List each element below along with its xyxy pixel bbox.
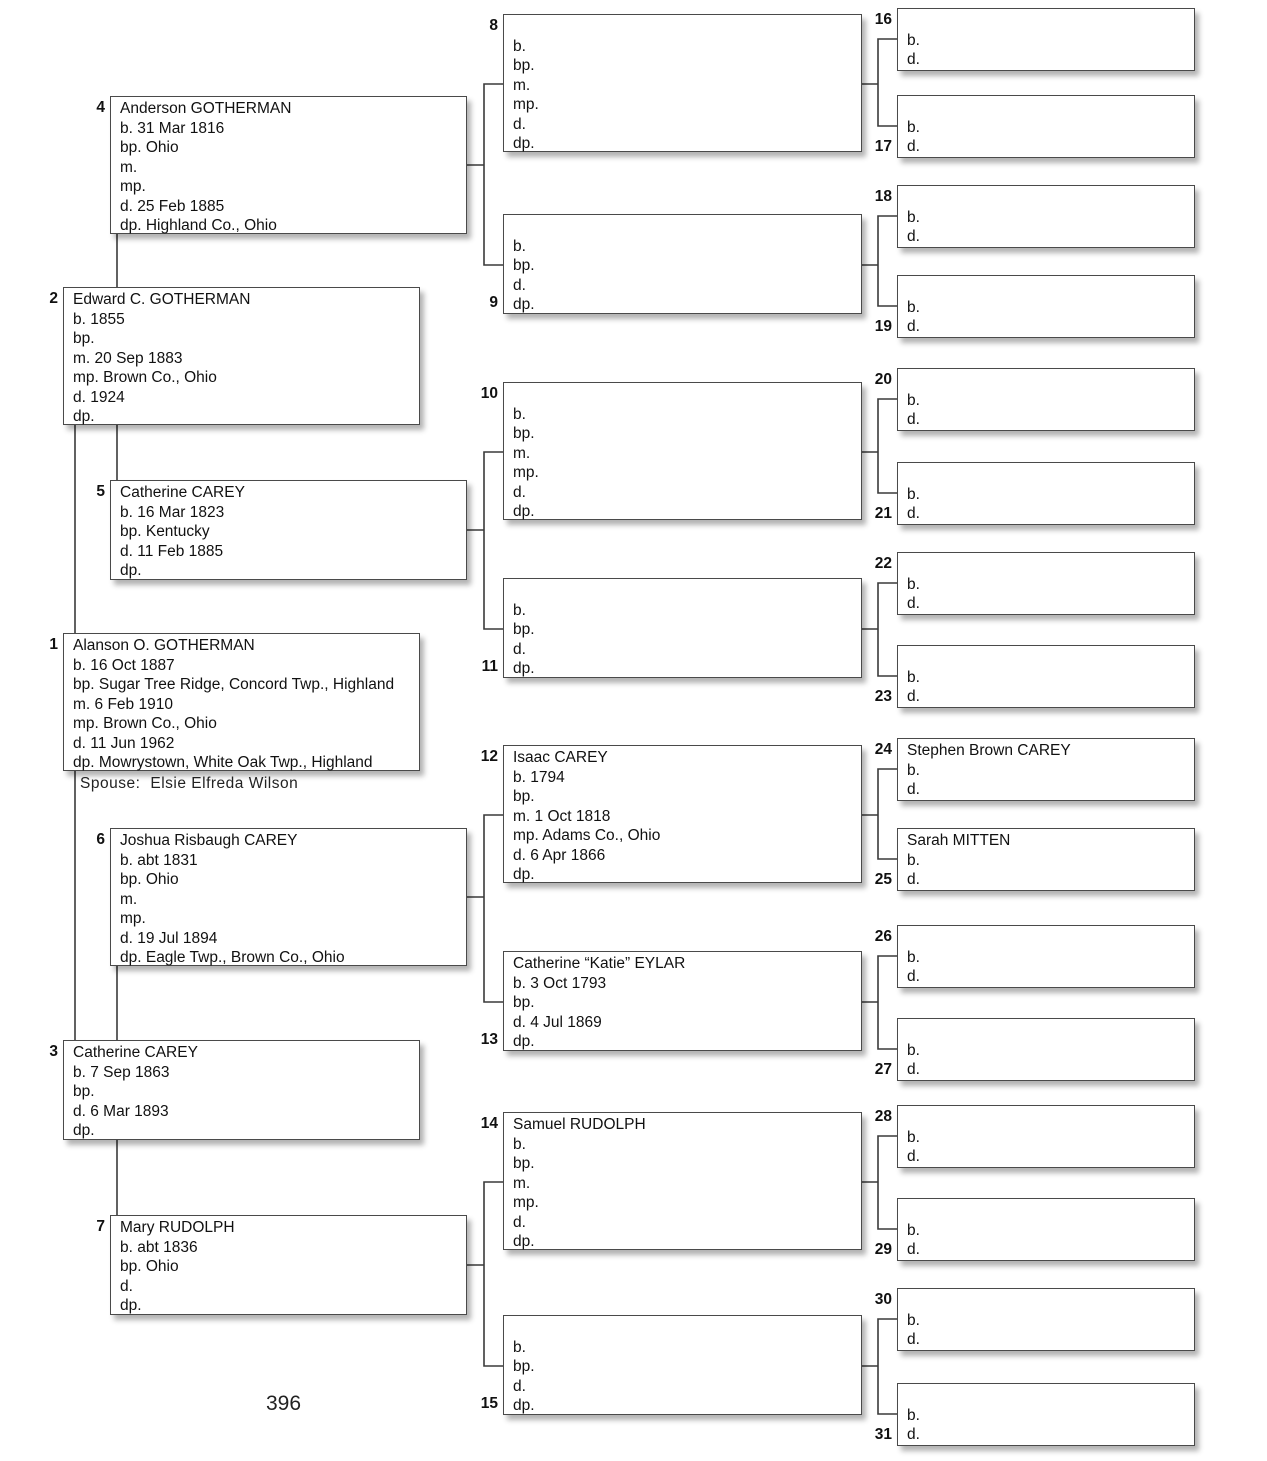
marriageplace-line: mp. bbox=[120, 910, 146, 927]
spouse-name: Elsie Elfreda Wilson bbox=[150, 775, 299, 792]
birth-line: b. 16 Mar 1823 bbox=[120, 503, 225, 521]
death-line: d. bbox=[907, 228, 920, 245]
person-number: 20 bbox=[874, 371, 892, 388]
person-box-19 bbox=[874, 275, 1195, 338]
person-name bbox=[907, 11, 1192, 31]
person-number: 28 bbox=[874, 1108, 892, 1125]
birthplace-line: bp. bbox=[513, 257, 535, 274]
death-line: d. bbox=[513, 115, 526, 133]
connector-10-to-20-21 bbox=[862, 399, 897, 493]
person-box-10 bbox=[480, 382, 862, 520]
person-box-11 bbox=[481, 578, 862, 678]
person-box-12 bbox=[480, 745, 862, 883]
death-line: d. bbox=[907, 1241, 920, 1258]
death-line: d. bbox=[907, 871, 920, 888]
person-box-26 bbox=[874, 925, 1195, 988]
person-box-20 bbox=[874, 368, 1195, 431]
person-name: Mary RUDOLPH bbox=[120, 1219, 235, 1236]
death-line: d. bbox=[513, 1213, 526, 1231]
person-number: 8 bbox=[489, 17, 498, 34]
death-line: d. bbox=[907, 411, 920, 428]
person-number: 15 bbox=[480, 1394, 498, 1412]
birth-line: b. bbox=[907, 1221, 920, 1239]
person-name: Isaac CAREY bbox=[513, 749, 608, 766]
deathplace-line: dp. bbox=[513, 1397, 535, 1414]
birthplace-line: bp. Ohio bbox=[120, 871, 179, 888]
birth-line: b. bbox=[907, 948, 920, 966]
person-box-2 bbox=[49, 287, 420, 425]
death-line: d. bbox=[513, 1377, 526, 1395]
birthplace-line: bp. bbox=[513, 57, 535, 74]
person-box-28 bbox=[874, 1105, 1195, 1168]
person-number: 5 bbox=[96, 483, 105, 500]
person-box-21 bbox=[874, 462, 1195, 525]
person-box-8 bbox=[489, 14, 862, 152]
death-line: d. bbox=[907, 138, 920, 155]
death-line: d. bbox=[907, 968, 920, 985]
person-name bbox=[907, 1291, 1192, 1311]
person-name: Alanson O. GOTHERMAN bbox=[73, 637, 255, 654]
marriageplace-line: mp. Brown Co., Ohio bbox=[73, 369, 217, 386]
connector-15-to-30-31 bbox=[862, 1319, 897, 1414]
death-line: d. bbox=[907, 1061, 920, 1078]
person-number: 31 bbox=[874, 1425, 892, 1443]
person-number: 21 bbox=[874, 504, 892, 522]
deathplace-line: dp. Highland Co., Ohio bbox=[120, 217, 277, 234]
birth-line: b. 16 Oct 1887 bbox=[73, 656, 175, 674]
birth-line: b. bbox=[907, 485, 920, 503]
deathplace-line: dp. bbox=[513, 296, 535, 313]
death-line: d. bbox=[907, 688, 920, 705]
person-name bbox=[907, 555, 1192, 575]
person-box-23 bbox=[874, 645, 1195, 708]
person-number: 18 bbox=[874, 188, 892, 205]
person-number: 19 bbox=[874, 317, 892, 335]
person-name: Catherine CAREY bbox=[120, 484, 245, 501]
marriageplace-line: mp. Adams Co., Ohio bbox=[513, 827, 661, 844]
death-line: d. bbox=[907, 595, 920, 612]
connector-11-to-22-23 bbox=[862, 583, 897, 676]
person-name bbox=[513, 581, 859, 601]
death-line: d. bbox=[907, 505, 920, 522]
person-name: Anderson GOTHERMAN bbox=[120, 100, 292, 117]
person-number: 3 bbox=[49, 1043, 58, 1060]
death-line: d. bbox=[907, 781, 920, 798]
person-name bbox=[907, 1201, 1192, 1221]
death-line: d. 11 Jun 1962 bbox=[73, 734, 175, 752]
person-box-9 bbox=[489, 214, 862, 314]
birth-line: b. bbox=[907, 1041, 920, 1059]
person-number: 2 bbox=[49, 290, 58, 307]
death-line: d. bbox=[513, 483, 526, 501]
birth-line: b. bbox=[513, 37, 526, 55]
death-line: d. 1924 bbox=[73, 388, 125, 406]
birthplace-line: bp. bbox=[513, 1155, 535, 1172]
person-number: 7 bbox=[96, 1218, 105, 1235]
person-number: 1 bbox=[49, 636, 58, 653]
person-box-6 bbox=[96, 828, 467, 966]
marriageplace-line: mp. bbox=[120, 178, 146, 195]
person-number: 26 bbox=[874, 928, 892, 945]
birth-line: b. bbox=[907, 31, 920, 49]
person-name bbox=[907, 98, 1192, 118]
person-box-15 bbox=[480, 1315, 862, 1415]
birth-line: b. bbox=[513, 237, 526, 255]
person-number: 16 bbox=[874, 11, 892, 28]
connector-5-to-10-11 bbox=[467, 452, 503, 629]
death-line: d. 25 Feb 1885 bbox=[120, 197, 225, 215]
marriageplace-line: mp. bbox=[513, 96, 539, 113]
person-number: 22 bbox=[874, 555, 892, 572]
deathplace-line: dp. bbox=[513, 135, 535, 152]
person-box-29 bbox=[874, 1198, 1195, 1261]
birth-line: b. bbox=[907, 1406, 920, 1424]
person-name bbox=[907, 278, 1192, 298]
death-line: d. bbox=[907, 1148, 920, 1165]
person-box-3 bbox=[49, 1040, 420, 1140]
birth-line: b. bbox=[513, 601, 526, 619]
birthplace-line: bp. bbox=[513, 425, 535, 442]
connector-12-to-24-25 bbox=[862, 769, 897, 859]
birth-line: b. bbox=[907, 851, 920, 869]
deathplace-line: dp. bbox=[73, 408, 95, 425]
death-line: d. 19 Jul 1894 bbox=[120, 929, 218, 947]
deathplace-line: dp. bbox=[73, 1122, 95, 1139]
person-number: 13 bbox=[480, 1030, 498, 1048]
person-name: Catherine “Katie” EYLAR bbox=[513, 955, 686, 972]
deathplace-line: dp. Eagle Twp., Brown Co., Ohio bbox=[120, 949, 345, 966]
connector-6-to-12-13 bbox=[467, 815, 503, 1002]
death-line: d. bbox=[907, 1426, 920, 1443]
person-number: 23 bbox=[874, 687, 892, 705]
death-line: d. 6 Mar 1893 bbox=[73, 1102, 169, 1120]
birth-line: b. bbox=[907, 298, 920, 316]
person-name: Edward C. GOTHERMAN bbox=[73, 291, 251, 308]
person-name bbox=[907, 465, 1192, 485]
person-name bbox=[513, 1318, 859, 1338]
person-number: 24 bbox=[874, 741, 892, 758]
marriageplace-line: mp. Brown Co., Ohio bbox=[73, 715, 217, 732]
person-number: 12 bbox=[480, 748, 498, 765]
person-number: 27 bbox=[874, 1060, 892, 1078]
marriage-line: m. bbox=[120, 890, 138, 908]
birth-line: b. bbox=[907, 668, 920, 686]
connector-14-to-28-29 bbox=[862, 1136, 897, 1229]
person-box-22 bbox=[874, 552, 1195, 615]
person-box-25 bbox=[874, 828, 1195, 891]
birth-line: b. bbox=[907, 118, 920, 136]
deathplace-line: dp. bbox=[513, 866, 535, 883]
deathplace-line: dp. bbox=[513, 503, 535, 520]
death-line: d. 4 Jul 1869 bbox=[513, 1013, 602, 1031]
marriageplace-line: mp. bbox=[513, 1194, 539, 1211]
person-box-18 bbox=[874, 185, 1195, 248]
marriage-line: m. bbox=[513, 1174, 531, 1192]
person-box-30 bbox=[874, 1288, 1195, 1351]
birth-line: b. abt 1836 bbox=[120, 1238, 198, 1256]
death-line: d. bbox=[907, 1331, 920, 1348]
person-box-17 bbox=[874, 95, 1195, 158]
connector-8-to-16-17 bbox=[862, 39, 897, 126]
person-name bbox=[513, 17, 859, 37]
person-box-1 bbox=[49, 633, 420, 771]
deathplace-line: dp. bbox=[120, 1297, 142, 1314]
page-number: 396 bbox=[266, 1392, 302, 1415]
person-number: 17 bbox=[874, 137, 892, 155]
birth-line: b. bbox=[907, 391, 920, 409]
birth-line: b. bbox=[907, 1128, 920, 1146]
person-name: Samuel RUDOLPH bbox=[513, 1116, 646, 1133]
birthplace-line: bp. bbox=[513, 1358, 535, 1375]
birth-line: b. bbox=[513, 1135, 526, 1153]
marriage-line: m. bbox=[513, 76, 531, 94]
person-number: 25 bbox=[874, 870, 892, 888]
birthplace-line: bp. bbox=[73, 330, 95, 347]
person-box-5 bbox=[96, 480, 467, 580]
person-name bbox=[513, 217, 859, 237]
person-box-31 bbox=[874, 1383, 1195, 1446]
person-number: 30 bbox=[874, 1291, 892, 1308]
deathplace-line: dp. bbox=[513, 1233, 535, 1250]
birthplace-line: bp. bbox=[513, 994, 535, 1011]
death-line: d. bbox=[513, 640, 526, 658]
person-box-14 bbox=[480, 1112, 862, 1250]
birth-line: b. 7 Sep 1863 bbox=[73, 1063, 170, 1081]
birth-line: b. 3 Oct 1793 bbox=[513, 974, 607, 992]
marriage-line: m. 1 Oct 1818 bbox=[513, 807, 611, 825]
person-name bbox=[907, 648, 1192, 668]
person-box-7 bbox=[96, 1215, 467, 1315]
person-name: Sarah MITTEN bbox=[907, 832, 1011, 849]
marriage-line: m. bbox=[120, 158, 138, 176]
marriage-line: m. 6 Feb 1910 bbox=[73, 695, 173, 713]
person-box-24 bbox=[874, 738, 1195, 801]
deathplace-line: dp. bbox=[513, 660, 535, 677]
person-name: Stephen Brown CAREY bbox=[907, 742, 1071, 759]
birth-line: b. bbox=[907, 1311, 920, 1329]
birth-line: b. abt 1831 bbox=[120, 851, 198, 869]
person-number: 10 bbox=[480, 385, 498, 402]
marriage-line: m. bbox=[513, 444, 531, 462]
marriage-line: m. 20 Sep 1883 bbox=[73, 349, 183, 367]
birth-line: b. 1855 bbox=[73, 310, 125, 328]
birth-line: b. bbox=[907, 208, 920, 226]
person-name: Catherine CAREY bbox=[73, 1044, 198, 1061]
birthplace-line: bp. Kentucky bbox=[120, 523, 210, 540]
birthplace-line: bp. Ohio bbox=[120, 139, 179, 156]
death-line: d. bbox=[907, 51, 920, 68]
person-name bbox=[907, 1108, 1192, 1128]
birth-line: b. bbox=[513, 1338, 526, 1356]
connector-7-to-14-15 bbox=[467, 1182, 503, 1366]
person-number: 6 bbox=[96, 831, 105, 848]
person-name bbox=[907, 1021, 1192, 1041]
deathplace-line: dp. bbox=[120, 562, 142, 579]
birth-line: b. 31 Mar 1816 bbox=[120, 119, 225, 137]
person-number: 4 bbox=[96, 99, 105, 116]
connector-4-to-8-9 bbox=[467, 84, 503, 265]
person-box-27 bbox=[874, 1018, 1195, 1081]
person-name bbox=[907, 371, 1192, 391]
death-line: d. bbox=[907, 318, 920, 335]
person-number: 9 bbox=[489, 293, 498, 311]
person-name: Joshua Risbaugh CAREY bbox=[120, 832, 298, 849]
birth-line: b. bbox=[907, 761, 920, 779]
person-box-13 bbox=[480, 951, 862, 1051]
death-line: d. bbox=[513, 276, 526, 294]
person-box-16 bbox=[874, 8, 1195, 71]
marriageplace-line: mp. bbox=[513, 464, 539, 481]
person-name bbox=[513, 385, 859, 405]
deathplace-line: dp. Mowrystown, White Oak Twp., Highland bbox=[73, 754, 373, 771]
person-name bbox=[907, 1386, 1192, 1406]
birthplace-line: bp. Sugar Tree Ridge, Concord Twp., Highland bbox=[73, 676, 395, 693]
person-number: 14 bbox=[480, 1115, 498, 1132]
birthplace-line: bp. bbox=[73, 1083, 95, 1100]
connector-13-to-26-27 bbox=[862, 956, 897, 1049]
birthplace-line: bp. bbox=[513, 621, 535, 638]
person-box-4 bbox=[96, 96, 467, 234]
person-name bbox=[907, 188, 1192, 208]
birthplace-line: bp. bbox=[513, 788, 535, 805]
deathplace-line: dp. bbox=[513, 1033, 535, 1050]
birth-line: b. bbox=[907, 575, 920, 593]
birth-line: b. 1794 bbox=[513, 768, 565, 786]
death-line: d. 11 Feb 1885 bbox=[120, 542, 224, 560]
spouse-label: Spouse: bbox=[80, 775, 141, 792]
person-name bbox=[907, 928, 1192, 948]
spouse-note bbox=[80, 775, 308, 793]
death-line: d. bbox=[120, 1277, 133, 1295]
birth-line: b. bbox=[513, 405, 526, 423]
death-line: d. 6 Apr 1866 bbox=[513, 846, 606, 864]
birthplace-line: bp. Ohio bbox=[120, 1258, 179, 1275]
connector-9-to-18-19 bbox=[862, 216, 897, 306]
person-number: 11 bbox=[481, 657, 498, 675]
person-number: 29 bbox=[874, 1240, 892, 1258]
